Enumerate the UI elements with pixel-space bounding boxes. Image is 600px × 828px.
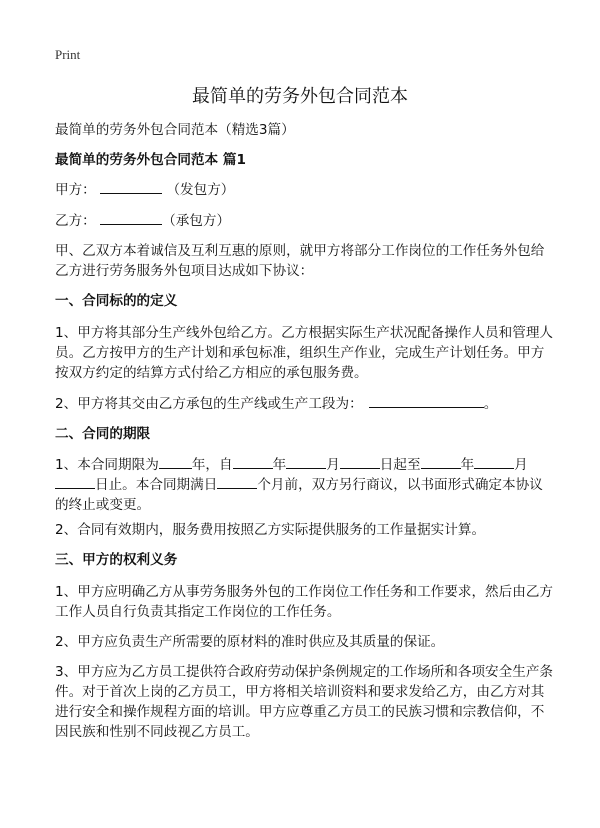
para-text: 月: [514, 457, 528, 473]
party-a-label: 甲方：: [55, 182, 96, 198]
para-end: 。: [483, 396, 498, 412]
party-b-line: [55, 211, 555, 231]
para-text: 年，自: [191, 457, 233, 473]
page-title: 最简单的劳务外包合同范本: [192, 86, 408, 107]
section-3-para-2: 2、甲方应负责生产所需要的原材料的准时供应及其质量的保证。: [55, 634, 445, 650]
party-a-blank: [100, 180, 162, 194]
intro-paragraph: 甲、乙双方本着诚信及互利互惠的原则，就甲方将部分工作岗位的工作任务外包给乙方进行劳务服务外包项目达成如下协议：: [55, 243, 545, 279]
print-link[interactable]: Print: [55, 47, 81, 62]
party-a-line: [55, 180, 555, 200]
section-1-para-2: [55, 394, 555, 414]
para-text: 2、甲方将其交由乙方承包的生产线或生产工段为：: [55, 396, 363, 412]
end-month-blank: [474, 455, 514, 469]
party-b-blank: [100, 211, 162, 225]
para-text: 年: [272, 457, 287, 473]
start-year-blank: [233, 455, 273, 469]
party-a-role: （发包方）: [166, 182, 235, 198]
section-2-para-1: [55, 455, 555, 515]
start-month-blank: [286, 455, 326, 469]
term-years-blank: [159, 455, 192, 469]
para-text: 月: [326, 457, 340, 473]
section-3-heading: 三、甲方的权利义务: [55, 552, 178, 568]
subtitle: 最简单的劳务外包合同范本（精选3篇）: [55, 122, 295, 138]
end-year-blank: [421, 455, 461, 469]
para-text: 日起至: [379, 457, 421, 473]
para-text: 1、本合同期限为: [55, 457, 159, 473]
para-text: 个月前，双方另行商议，以书面形式确定本协议的终止或变更。: [55, 477, 543, 513]
party-b-label: 乙方：: [55, 213, 96, 229]
production-line-blank: [369, 394, 484, 408]
months-before-blank: [217, 475, 257, 489]
section-2-heading: 二、合同的期限: [55, 426, 151, 442]
para-text: 日止。本合同期满日: [95, 477, 218, 493]
section-1-heading: 一、合同标的的定义: [55, 293, 178, 309]
start-day-blank: [340, 455, 380, 469]
party-b-role: （承包方）: [162, 213, 231, 229]
end-day-blank: [55, 475, 95, 489]
section-1-para-1: 1、甲方将其部分生产线外包给乙方。乙方根据实际生产状况配备操作人员和管理人员。乙方按甲方的生产计划和承包标准，组织生产作业，完成生产计划任务。甲方按双方约定的结算方式付给乙方相应的承包服务费。: [55, 325, 554, 381]
section-3-para-3: 3、甲方应为乙方员工提供符合政府劳动保护条例规定的工作场所和各项安全生产条件。对于首次上岗的乙方员工，甲方将相关培训资料和要求发给乙方，由乙方对其进行安全和操作规程方面的培训。甲方应尊重乙方员工的民族习惯和宗教信仰，不因民族和性别不同歧视乙方员工。: [55, 664, 554, 740]
section-3-para-1: 1、甲方应明确乙方从事劳务服务外包的工作岗位工作任务和工作要求，然后由乙方工作人员自行负责其指定工作岗位的工作任务。: [55, 584, 554, 620]
section-2-para-2: 2、合同有效期内，服务费用按照乙方实际提供服务的工作量据实计算。: [55, 522, 486, 538]
para-text: 年: [460, 457, 475, 473]
section-heading: 最简单的劳务外包合同范本 篇1: [55, 152, 246, 168]
